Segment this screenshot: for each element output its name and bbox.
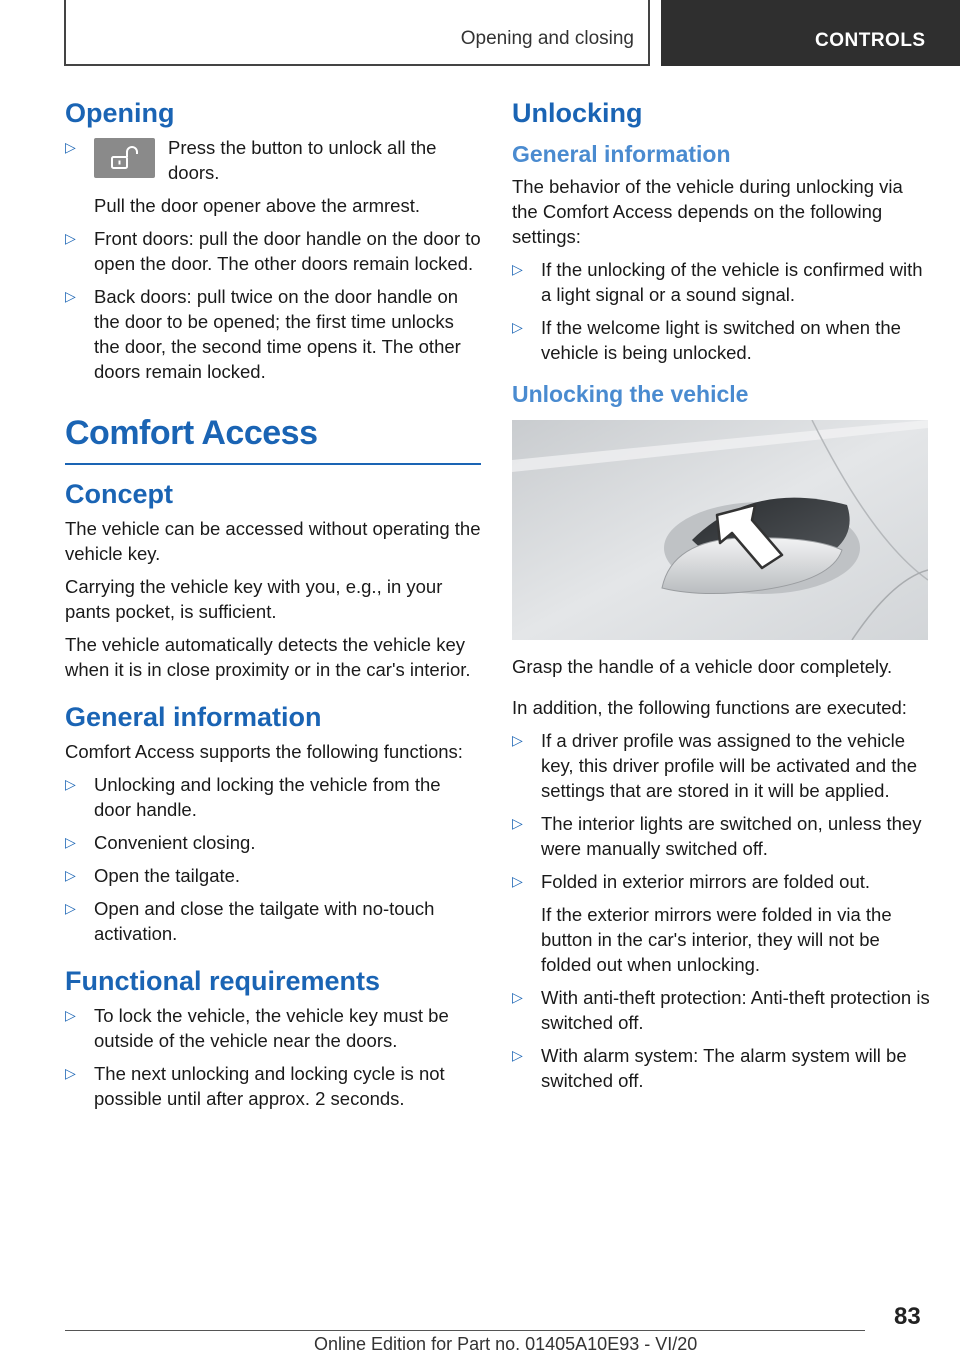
- general-information-subheading: General information: [512, 141, 731, 167]
- list-item: [512, 1043, 930, 1093]
- opening-heading: Opening: [65, 98, 175, 128]
- unlocking-heading: Unlocking: [512, 98, 643, 128]
- list-item-text: The interior lights are switched on, unless they were manually switched off.: [541, 813, 922, 859]
- list-item-text: Open and close the tailgate with no-touch activation.: [94, 898, 435, 944]
- edition-footer: Online Edition for Part no. 01405A10E93 - VI/20: [314, 1334, 698, 1354]
- list-item: [65, 284, 481, 384]
- list-item: [65, 863, 481, 888]
- left-column: [65, 98, 481, 1119]
- triangle-bullet-icon: ▷: [65, 1065, 76, 1081]
- chapter-title: CONTROLS: [815, 30, 926, 51]
- list-item-text: Convenient closing.: [94, 832, 256, 853]
- list-item-text: To lock the vehicle, the vehicle key must be outside of the vehicle near the doors.: [94, 1005, 449, 1051]
- door-handle-illustration: [512, 420, 928, 640]
- list-item: [65, 1061, 481, 1111]
- list-item-text: With alarm system: The alarm system will be switched off.: [541, 1045, 907, 1091]
- triangle-bullet-icon: ▷: [65, 776, 76, 792]
- list-item: [65, 135, 481, 218]
- list-item: [65, 830, 481, 855]
- list-item-text: If the welcome light is switched on when the vehicle is being unlocked.: [541, 317, 901, 363]
- opening-list: [65, 135, 481, 384]
- list-item: [512, 728, 930, 803]
- page-number: 83: [894, 1303, 921, 1330]
- list-item-text: Folded in exterior mirrors are folded out.: [541, 871, 871, 892]
- paragraph: The vehicle can be accessed without operating the vehicle key.: [65, 518, 481, 564]
- paragraph: The behavior of the vehicle during unlocking via the Comfort Access depends on the following settings:: [512, 176, 903, 247]
- functions-list: [65, 772, 481, 946]
- triangle-bullet-icon: ▷: [512, 732, 523, 748]
- triangle-bullet-icon: ▷: [512, 1047, 523, 1063]
- unlock-button-icon: [94, 138, 155, 178]
- paragraph: Grasp the handle of a vehicle door completely.: [512, 656, 893, 677]
- triangle-bullet-icon: ▷: [65, 900, 76, 916]
- triangle-bullet-icon: ▷: [512, 989, 523, 1005]
- triangle-bullet-icon: ▷: [65, 834, 76, 850]
- paragraph: Carrying the vehicle key with you, e.g., in your pants pocket, is sufficient.: [65, 576, 443, 622]
- list-item: [512, 985, 930, 1035]
- triangle-bullet-icon: ▷: [512, 319, 523, 335]
- list-item: [512, 315, 930, 365]
- list-item-text: With anti-theft protection: Anti-theft protection is switched off.: [541, 987, 930, 1033]
- paragraph: Comfort Access supports the following functions:: [65, 741, 463, 762]
- list-item-text: Unlocking and locking the vehicle from the door handle.: [94, 774, 441, 820]
- settings-list: [512, 257, 930, 365]
- list-item-text: If a driver profile was assigned to the vehicle key, this driver profile will be activated and the settings that are stored in it will be applied.: [541, 730, 918, 801]
- right-column: [512, 98, 930, 1101]
- chapter-tab: [661, 0, 960, 66]
- concept-heading: Concept: [65, 479, 173, 509]
- list-item: [512, 257, 930, 307]
- list-item: [512, 811, 930, 861]
- list-item-text: The next unlocking and locking cycle is not possible until after approx. 2 seconds.: [94, 1063, 445, 1109]
- triangle-bullet-icon: ▷: [65, 139, 76, 155]
- triangle-bullet-icon: ▷: [512, 815, 523, 831]
- requirements-list: [65, 1003, 481, 1111]
- paragraph: The vehicle automatically detects the vehicle key when it is in close proximity or in the car's interior.: [65, 634, 471, 680]
- triangle-bullet-icon: ▷: [65, 288, 76, 304]
- section-tab: [64, 0, 650, 66]
- list-item-text: Open the tailgate.: [94, 865, 241, 886]
- list-item-text: Back doors: pull twice on the door handle on the door to be opened; the first time unlocks the door, the second time opens it. The other doors remain locked.: [94, 286, 461, 382]
- triangle-bullet-icon: ▷: [65, 230, 76, 246]
- functional-requirements-heading: Functional requirements: [65, 966, 381, 996]
- list-item: [65, 772, 481, 822]
- list-item-text: If the unlocking of the vehicle is confirmed with a light signal or a sound signal.: [541, 259, 923, 305]
- list-item-text: Front doors: pull the door handle on the door to open the door. The other doors remain locked.: [94, 228, 481, 274]
- paragraph: In addition, the following functions are executed:: [512, 697, 907, 718]
- triangle-bullet-icon: ▷: [65, 1007, 76, 1023]
- list-item: [512, 869, 930, 977]
- executed-functions-list: [512, 728, 930, 1093]
- list-item: [65, 1003, 481, 1053]
- section-title: Opening and closing: [460, 28, 634, 49]
- list-item: [65, 896, 481, 946]
- triangle-bullet-icon: ▷: [512, 873, 523, 889]
- footer-divider: [65, 1330, 865, 1331]
- unlocking-vehicle-subheading: Unlocking the vehicle: [512, 381, 749, 407]
- general-information-heading: General information: [65, 702, 322, 732]
- comfort-access-heading: Comfort Access: [65, 414, 481, 465]
- triangle-bullet-icon: ▷: [512, 261, 523, 277]
- triangle-bullet-icon: ▷: [65, 867, 76, 883]
- list-item-text: Press the button to unlock all the doors.: [168, 137, 437, 183]
- list-item-subtext: If the exterior mirrors were folded in via the button in the car's interior, they will not be folded out when unlocking.: [541, 904, 892, 975]
- list-item-subtext: Pull the door opener above the armrest.: [94, 195, 420, 216]
- page-header: [0, 0, 960, 66]
- list-item: [65, 226, 481, 276]
